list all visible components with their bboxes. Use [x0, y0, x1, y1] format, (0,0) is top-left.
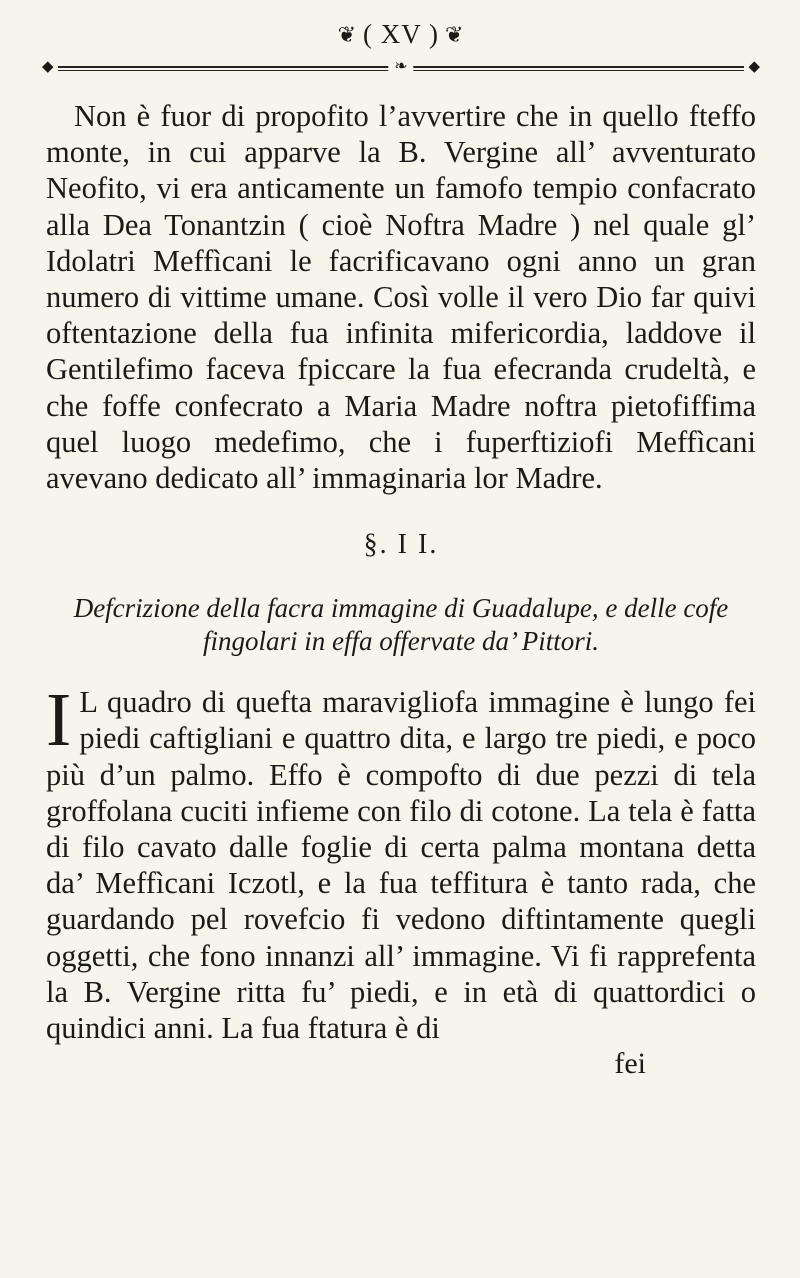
ornamental-rule — [42, 56, 760, 76]
catchword: fei — [614, 1047, 646, 1081]
rule-left-end-icon: ◆ — [42, 58, 58, 74]
rule-right-end-icon: ◆ — [744, 58, 760, 74]
right-fleuron-icon: ❦ — [445, 22, 465, 47]
section-number: §. I I. — [363, 529, 439, 561]
rule-center-ornament-icon: ❧ — [388, 56, 413, 76]
paragraph-body-text: L quadro di quefta maravigliofa immagine è lungo fei piedi caftigliani e quattro dita, e largo tre piedi, e poco più d’un palmo. Effo è compofto di due pezzi di tela groffolana cuciti infieme con filo di cotone. La tela è fatta di filo cavato dalle foglie di certa palma montana detta da’ Meffìcani Iczotl, e la fua teffitura è tanto rada, che guardando pel rovefcio fi vedono diftintamente quegli oggetti, che fono innanzi all’ immagine. Vi fi rapprefenta la B. Vergine ritta fu’ piedi, e in età di quattordici o quindici anni. La fua ftatura è di — [46, 685, 756, 1046]
section-heading: Defcrizione della facra immagine di Guadalupe, e delle cofe fingolari in effa offervate da’ Pittori. — [73, 593, 729, 657]
drop-capital: I — [46, 678, 72, 763]
paragraph-image-description — [46, 678, 756, 1046]
paragraph-tonantzin-temple: Non è fuor di propofito l’avvertire che in quello fteffo monte, in cui apparve la B. Vergine all’ avventurato Neofito, vi era anticamente un famofo tempio confacrato alla Dea Tonantzin ( cioè Noftra Madre ) nel quale gl’ Idolatri Meffìcani le facrificavano ogni anno un gran numero di vittime umane. Così volle il vero Dio far quivi oftentazione della fua infinita mifericordia, laddove il Gentilefimo faceva fpiccare la fua efecranda crudeltà, e che foffe confecrato a Maria Madre noftra pietofiffima quel luogo medefimo, che i fuperftiziofi Meffìcani avevano dedicato all’ immaginaria lor Madre. — [46, 99, 756, 496]
running-header — [46, 0, 756, 50]
left-fleuron-icon: ❦ — [337, 22, 357, 47]
page-number: ( XV ) — [363, 19, 439, 49]
